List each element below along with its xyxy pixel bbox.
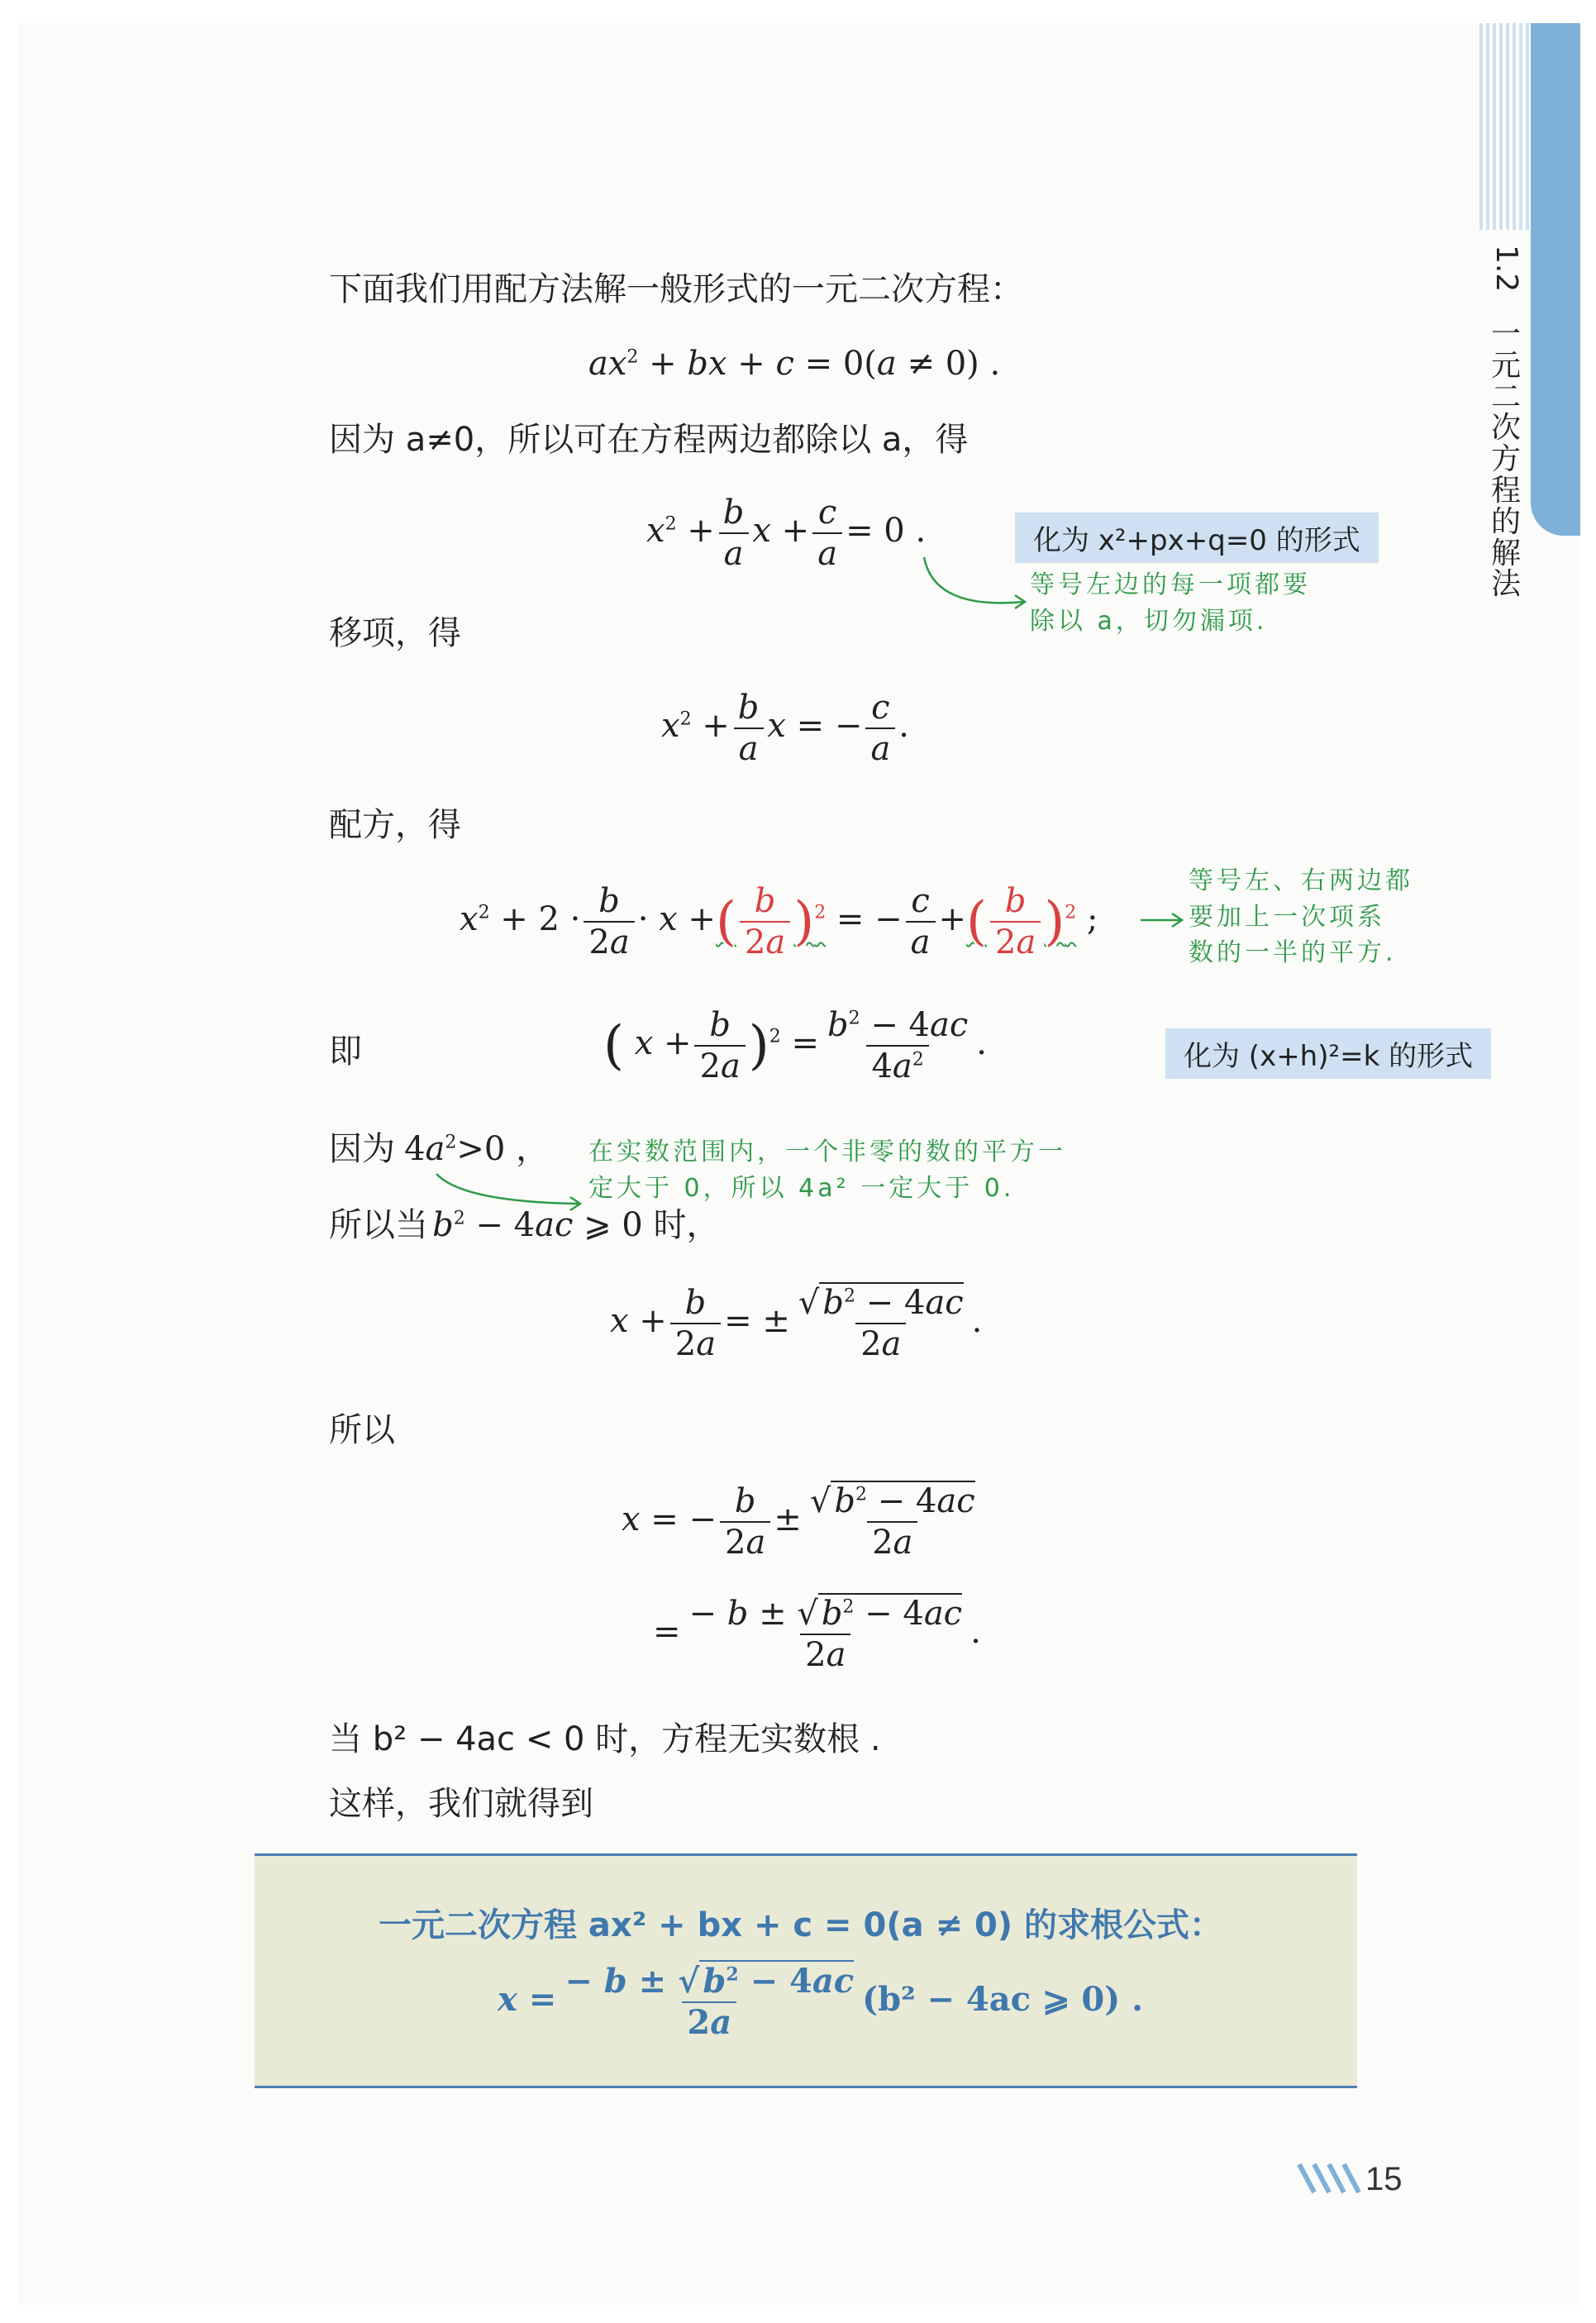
thus-text: 这样，我们就得到	[329, 1785, 593, 1823]
formula-condition: (b² − 4ac ⩾ 0) .	[862, 1980, 1144, 2019]
equation-divided: $x^2$ + $\frac{b}{a}$ x + $\frac{c}{a}$ = 0 .	[646, 494, 927, 573]
formula-box-title: 一元二次方程 ax² + bx + c = 0(a ≠ 0) 的求根公式：	[379, 1906, 1222, 1944]
no-real-root-text: 当 b² − 4ac < 0 时，方程无实数根 .	[329, 1720, 881, 1758]
tag-square-form: 化为 (x+h)²=k 的形式	[1165, 1028, 1491, 1079]
side-tab-bar	[1531, 23, 1580, 536]
quadratic-formula-box	[255, 1853, 1357, 2088]
because-a-text: 因为 a≠0，所以可在方程两边都除以 a，得	[329, 421, 969, 459]
equation-root-split: x = − $\frac{b}{2a}$ ± $\frac{√ b^2 - 4ac}{2a}$	[622, 1482, 975, 1562]
note-arrow-1	[917, 552, 1033, 627]
side-tab-stripes	[1479, 23, 1531, 230]
because-4a2-line: 因为 $4a^2>0$ ，	[329, 1130, 550, 1168]
page-number: 15	[1365, 2161, 1403, 2197]
side-tab-section: 1.2	[1489, 245, 1523, 293]
tag-standard-form: 化为 x²+px+q=0 的形式	[1015, 513, 1379, 563]
equation-complete-square: $x^2 + 2$ · $\frac{b}{2a}$ · x +( $\frac{b}{2a}$ )$^2$ = − $\frac{c}{a}$ +( $\frac{b}{2a}$ )$^2$ ;	[460, 882, 1098, 961]
move-terms-text: 移项，得	[329, 614, 461, 652]
page-number-stripes-icon	[1296, 2161, 1362, 2196]
equation-general: $ax^2$ + bx + c = 0(a ≠ 0) .	[588, 345, 1001, 383]
so-when-tail: 时，	[653, 1206, 720, 1244]
note-square-positive: 在实数范围内，一个非零的数的平方一 定大于 0，所以 4a² 一定大于 0.	[588, 1138, 1066, 1203]
note-divide-each-term: 等号左边的每一项都要 除以 a，切勿漏项.	[1030, 570, 1311, 636]
note-arrow-2	[1139, 908, 1185, 933]
equation-root-half: x + $\frac{b}{2a}$ = ± $\frac{√ b^2 - 4ac}{2a}$ .	[610, 1284, 983, 1363]
side-tab-label	[1488, 240, 1524, 600]
note-add-half-square: 等号左、右两边都 要加上一次项系 数的一半的平方.	[1189, 866, 1413, 967]
equation-root-combined: = $\frac{- b \pm √ b^2 - 4ac}{2a}$ .	[653, 1595, 981, 1674]
intro-text: 下面我们用配方法解一般形式的一元二次方程：	[329, 270, 1023, 308]
so-when-label: 所以当	[329, 1206, 428, 1244]
because-label: 因为	[329, 1130, 395, 1168]
so-when-line: 所以当 $b^2 - 4ac$ ⩾ 0 时，	[329, 1206, 720, 1244]
side-tab-title: 一元二次方程的解法	[1490, 317, 1521, 602]
complete-square-text: 配方，得	[329, 806, 461, 844]
equation-moved: $x^2$ + $\frac{b}{a}$ x = − $\frac{c}{a}$ .	[661, 689, 910, 768]
ji-text: 即	[329, 1033, 362, 1071]
quadratic-formula: x = $\frac{- b \pm √ b^2 - 4ac}{2a}$ (b² − 4ac ⩾ 0) .	[498, 1962, 1144, 2042]
suoyi-text: 所以	[329, 1411, 395, 1449]
equation-square-form: ( x + $\frac{b}{2a}$ )$^2$ = $\frac{b^2 - 4ac}{4a^2}$ .	[603, 1006, 987, 1085]
